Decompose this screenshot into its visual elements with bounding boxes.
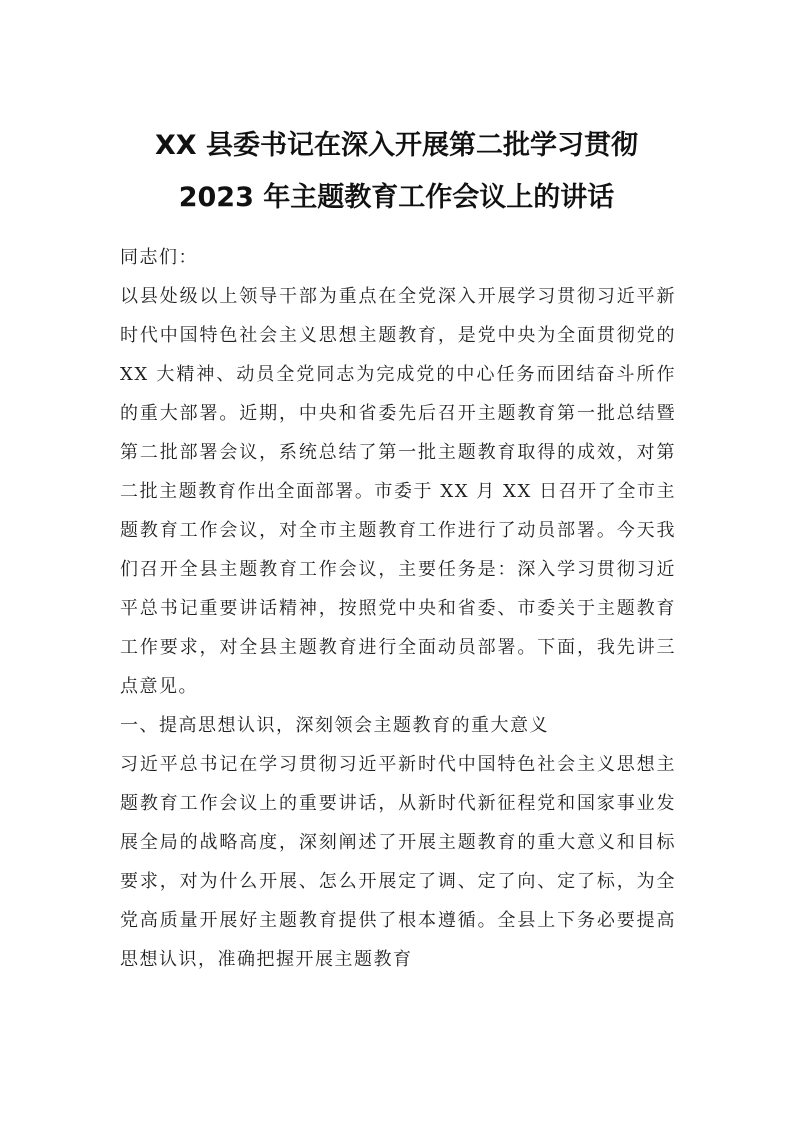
paragraph-intro: 以县处级以上领导干部为重点在全党深入开展学习贯彻习近平新时代中国特色社会主义思想主题教育，是党中央为全面贯彻党的 XX 大精神、动员全党同志为完成党的中心任务而团结奋斗所作的重大部署。近期，中央和省委先后召开主题教育第一批总结暨第二批部署会议，系统总结了第一批主题教育取得的成效，对第二批主题教育作出全面部署。市委于 XX 月 XX 日召开了全市主题教育工作会议，对全市主题教育工作进行了动员部署。今天我们召开全县主题教育工作会议，主要任务是：深入学习贯彻习近平总书记重要讲话精神，按照党中央和省委、市委关于主题教育工作要求，对全县主题教育进行全面动员部署。下面，我先讲三点意见。 <box>120 286 676 697</box>
section-heading-1: 一、提高思想认识，深刻领会主题教育的重大意义 <box>120 715 549 736</box>
title-line-1: XX 县委书记在深入开展第二批学习贯彻 <box>154 130 639 161</box>
document-title <box>100 120 693 224</box>
document-body <box>120 238 676 979</box>
paragraph-section-1: 习近平总书记在学习贯彻习近平新时代中国特色社会主义思想主题教育工作会议上的重要讲话，从新时代新征程党和国家事业发展全局的战略高度，深刻阐述了开展主题教育的重大意义和目标要求，对为什么开展、怎么开展定了调、定了向、定了标，为全党高质量开展好主题教育提供了根本遵循。全县上下务必要提高思想认识，准确把握开展主题教育 <box>120 754 676 970</box>
salutation: 同志们： <box>120 247 198 268</box>
title-line-2: 2023 年主题教育工作会议上的讲话 <box>178 182 615 213</box>
